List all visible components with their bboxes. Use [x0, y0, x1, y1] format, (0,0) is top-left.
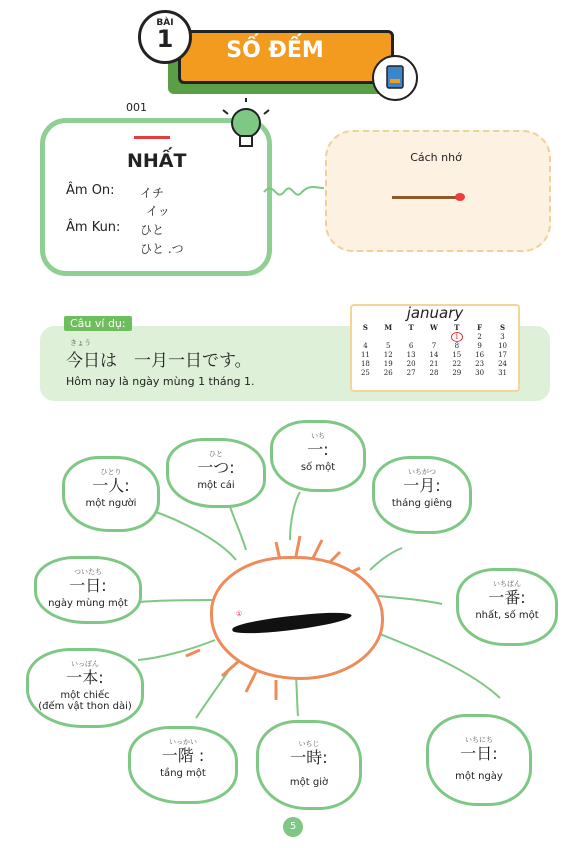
- calendar-day: 12: [383, 351, 393, 359]
- vocab-bubble-7: [26, 648, 144, 728]
- vocab-furigana: いちがつ: [408, 468, 436, 476]
- vocab-furigana: いちばん: [493, 580, 521, 588]
- example-tag: Câu ví dụ:: [64, 316, 132, 331]
- vocab-meaning: số một: [300, 462, 336, 473]
- on-reading-1: イチ: [140, 186, 165, 200]
- calendar-day: 22: [452, 360, 462, 368]
- calendar-day: 18: [360, 360, 370, 368]
- vocab-word: 一時:: [290, 748, 328, 767]
- vocab-meaning: một giờ: [289, 777, 329, 788]
- vocab-word: 一つ:: [197, 458, 235, 477]
- on-reading-2: イッ: [146, 204, 170, 218]
- vocab-bubble-2: [166, 438, 266, 508]
- vocab-meaning: nhất, số một: [475, 610, 539, 621]
- calendar-day: 9: [477, 342, 482, 350]
- calendar-weekday: S: [500, 323, 506, 332]
- vocab-meaning: tháng giêng: [391, 498, 453, 509]
- calendar-weekday: S: [362, 323, 368, 332]
- kun-label: Âm Kun:: [66, 220, 121, 235]
- vocab-meaning: ngày mùng một: [48, 598, 128, 609]
- book-icon: [372, 55, 418, 101]
- matchstick: [392, 196, 458, 199]
- calendar-day: 4: [363, 342, 368, 350]
- vocab-meaning: một ngày: [455, 771, 503, 782]
- calendar-day-highlight: 1: [451, 332, 463, 342]
- calendar-month: january: [406, 304, 464, 322]
- vocab-furigana: いち: [311, 432, 325, 440]
- calendar-day: [445, 332, 468, 342]
- kun-reading-1: ひと: [140, 223, 165, 237]
- calendar-day: 20: [406, 360, 416, 368]
- vocab-meaning: một chiếc: [60, 690, 110, 701]
- calendar-day: [423, 332, 446, 342]
- calendar-day: 19: [383, 360, 393, 368]
- vocab-word: 一人:: [92, 476, 130, 495]
- vocab-furigana: ひと: [209, 450, 223, 458]
- vocab-bubble-9: [256, 720, 362, 810]
- matchstick-tip: [455, 193, 465, 201]
- vocab-meaning: tầng một: [160, 768, 206, 779]
- calendar-day: 7: [431, 342, 437, 350]
- memory-box: [325, 130, 551, 252]
- vocab-word: 一階 :: [161, 746, 205, 765]
- vocab-furigana: いちじ: [298, 740, 320, 748]
- example-vietnamese: Hôm nay là ngày mùng 1 tháng 1.: [66, 375, 255, 388]
- vocab-furigana: いっぽん: [71, 660, 99, 668]
- kanji-name: NHẤT: [127, 150, 187, 172]
- on-label: Âm On:: [66, 183, 115, 198]
- vocab-bubble-5: [34, 556, 142, 624]
- calendar-day: 16: [475, 351, 485, 359]
- page-number: 5: [283, 817, 303, 837]
- example-furigana: きょう: [70, 339, 91, 347]
- vocab-furigana: いっかい: [169, 738, 197, 746]
- example-japanese: 今日は 一月一日です。: [66, 351, 252, 371]
- calendar-day: 24: [498, 360, 507, 368]
- vocab-bubble-8: [128, 726, 238, 804]
- calendar-day: 30: [475, 369, 485, 377]
- calendar-day: 2: [477, 332, 482, 341]
- vocab-meaning-note: (đếm vật thon dài): [38, 701, 132, 712]
- calendar-weekday: W: [430, 323, 438, 332]
- calendar-day: 10: [498, 342, 507, 350]
- calendar-day: [354, 332, 377, 342]
- vocab-bubble-3: [270, 420, 366, 492]
- vocab-word: 一:: [307, 440, 329, 459]
- calendar-day: 21: [429, 360, 439, 368]
- calendar-weekday: F: [477, 323, 483, 332]
- calendar-day: 28: [429, 369, 439, 377]
- calendar-grid: [354, 323, 514, 378]
- lesson-title: SỐ ĐẾM: [226, 38, 324, 63]
- vocab-word: 一本:: [66, 668, 104, 687]
- vocab-word: 一日:: [460, 744, 498, 763]
- calendar-day: 5: [386, 342, 391, 350]
- calendar-day: 3: [500, 332, 505, 341]
- kanji-number: 001: [122, 101, 151, 114]
- lesson-number: 1: [156, 25, 174, 53]
- calendar-day: 15: [452, 351, 462, 359]
- vocab-word: 一日:: [69, 576, 107, 595]
- connector-swirl: [262, 180, 328, 204]
- calendar-weekday: T: [454, 323, 460, 332]
- calendar-day: 13: [406, 351, 416, 359]
- vocab-furigana: ひとり: [100, 468, 122, 476]
- calendar-day: 14: [429, 351, 439, 359]
- calendar-day: 27: [406, 369, 416, 377]
- vocab-bubble-4: [372, 456, 472, 534]
- stroke-order-number: ①: [236, 610, 243, 618]
- vocab-furigana: いちにち: [465, 736, 493, 744]
- calendar-day: 25: [360, 369, 370, 377]
- lightbulb-icon: [222, 98, 270, 160]
- lesson-badge: [138, 10, 192, 64]
- calendar-day: 29: [452, 369, 462, 377]
- memory-title: Cách nhớ: [410, 151, 462, 164]
- calendar-day: 23: [475, 360, 485, 368]
- calendar-day: [400, 332, 423, 342]
- vocab-bubble-10: [426, 714, 532, 806]
- vocab-bubble-1: [62, 456, 160, 532]
- calendar-day: 11: [360, 351, 370, 359]
- vocab-furigana: ついたち: [74, 568, 102, 576]
- calendar-day: 31: [498, 369, 507, 377]
- kanji-glyph: [134, 136, 170, 139]
- calendar-day: [377, 332, 400, 342]
- calendar-day: 17: [498, 351, 507, 359]
- vocab-meaning: một người: [85, 498, 137, 509]
- calendar-weekday: T: [408, 323, 414, 332]
- vocab-meaning: một cái: [197, 480, 235, 491]
- kun-reading-2: ひと .つ: [140, 242, 184, 256]
- lesson-word: BÀI: [156, 18, 174, 28]
- vocab-bubble-6: [456, 568, 558, 646]
- calendar-day: 6: [408, 342, 414, 350]
- vocab-word: 一月:: [403, 476, 441, 495]
- calendar-day: 8: [454, 342, 460, 350]
- calendar-weekday: M: [384, 323, 393, 332]
- calendar-day: 26: [383, 369, 393, 377]
- vocab-word: 一番:: [488, 588, 526, 607]
